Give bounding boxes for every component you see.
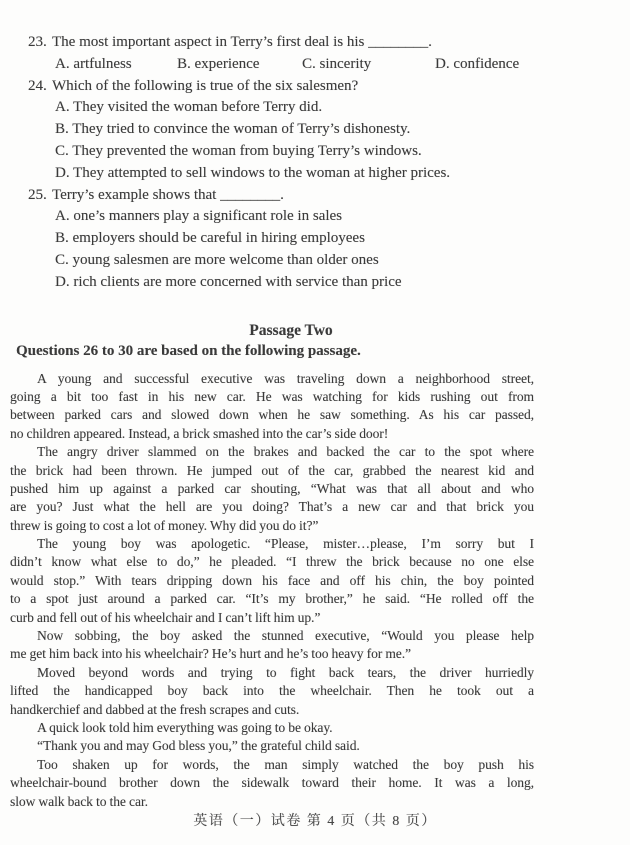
paragraph-2	[10, 443, 534, 535]
question-24-option-c: C. They prevented the woman from buying Terry’s windows.	[55, 142, 422, 159]
question-24-text: Which of the following is true of the six salesmen?	[52, 77, 359, 94]
passage-instruction: Questions 26 to 30 are based on the following passage.	[16, 342, 361, 359]
question-25	[28, 185, 594, 207]
passage-line: pushed him up against a parked car shouting, “What was that all about and who	[10, 480, 534, 496]
question-25-text: Terry’s example shows that ________.	[52, 186, 284, 203]
passage-line: between parked cars and slowed down when he saw something. As his car passed,	[10, 407, 534, 423]
paragraph-3	[10, 535, 534, 627]
passage-line: lifted the handicapped boy back into the wheelchair. Then he took out a	[10, 683, 534, 699]
question-23-options	[55, 54, 594, 76]
passage-line: to a spot just around a parked car. “It’s my brother,” he said. “He rolled off the	[10, 591, 534, 607]
question-23	[28, 32, 594, 54]
passage-line: The angry driver slammed on the brakes and backed the car to the spot where	[37, 444, 534, 460]
question-24-number: 24.	[28, 77, 47, 94]
passage-line: slow walk back to the car.	[10, 793, 148, 809]
passage-line: wheelchair-bound brother down the sidewalk toward their home. It was a long,	[10, 775, 534, 791]
passage-line: handkerchief and dabbed at the fresh scrapes and cuts.	[10, 701, 300, 717]
passage-line: A quick look told him everything was going to be okay.	[37, 719, 333, 735]
question-23-number: 23.	[28, 34, 47, 50]
question-24-option-b: B. They tried to convince the woman of Terry’s dishonesty.	[55, 121, 411, 138]
question-23-option-a: A. artfulness	[55, 55, 132, 72]
passage-line: would stop.” With tears dripping down his face and off his chin, the boy pointed	[10, 572, 534, 588]
question-25-option-b: B. employers should be careful in hiring employees	[55, 230, 365, 247]
paragraph-4	[10, 627, 534, 664]
passage-line: the brick had been thrown. He jumped out of the car, grabbed the nearest kid and	[10, 462, 534, 478]
passage-two-section	[0, 321, 534, 811]
paragraph-5	[10, 664, 534, 719]
passage-line: The young boy was apologetic. “Please, mister…please, I’m sorry but I	[37, 536, 534, 552]
question-25-number: 25.	[28, 186, 47, 203]
question-25-option-c: C. young salesmen are more welcome than older ones	[55, 251, 379, 268]
question-24	[28, 76, 594, 98]
question-24-option-d: D. They attempted to sell windows to the woman at higher prices.	[55, 164, 451, 181]
passage-line: going a bit too fast in his new car. He was watching for kids rushing out from	[10, 388, 534, 404]
question-23-option-b: B. experience	[177, 55, 260, 72]
passage-line: Now sobbing, the boy asked the stunned executive, “Would you please help	[37, 628, 534, 644]
passage-line: Too shaken up for words, the man simply watched the boy push his	[37, 756, 534, 772]
question-23-option-c: C. sincerity	[302, 55, 372, 72]
passage-line: “Thank you and may God bless you,” the grateful child said.	[37, 738, 360, 754]
question-23-option-d: D. confidence	[435, 55, 520, 72]
question-25-option-a: A. one’s manners play a significant role in sales	[55, 208, 343, 225]
page-footer-text: 英语（一）试卷 第 4 页（共 8 页）	[193, 814, 437, 829]
passage-line: threw is going to cost a lot of money. Why did you do it?”	[10, 517, 319, 533]
passage-line: no children appeared. Instead, a brick smashed into the car’s side door!	[10, 425, 389, 441]
question-24-option-a: A. They visited the woman before Terry did.	[55, 99, 323, 116]
paragraph-6	[10, 719, 534, 737]
page-footer	[0, 810, 630, 830]
multiple-choice-section	[0, 0, 630, 294]
passage-line: Moved beyond words and trying to fight back tears, the driver hurriedly	[37, 664, 534, 680]
question-23-text: The most important aspect in Terry’s first deal is his ________.	[52, 34, 432, 50]
passage-title: Passage Two	[249, 321, 333, 339]
passage-line: didn’t know what else to do,” he pleaded. “I threw the brick because no one else	[10, 554, 534, 570]
passage-line: A young and successful executive was traveling down a neighborhood street,	[37, 370, 534, 386]
paragraph-8	[10, 756, 534, 811]
paragraph-7	[10, 737, 534, 755]
passage-line: are you? Just what the hell are you doing? That’s a new car and that brick you	[10, 499, 534, 515]
passage-line: me get him back into his wheelchair? He’s hurt and he’s too heavy for me.”	[10, 646, 411, 662]
question-25-option-d: D. rich clients are more concerned with service than price	[55, 273, 402, 290]
paragraph-1	[10, 370, 534, 444]
passage-line: curb and fell out of his wheelchair and I can’t lift him up.”	[10, 609, 321, 625]
passage-body	[10, 370, 534, 811]
